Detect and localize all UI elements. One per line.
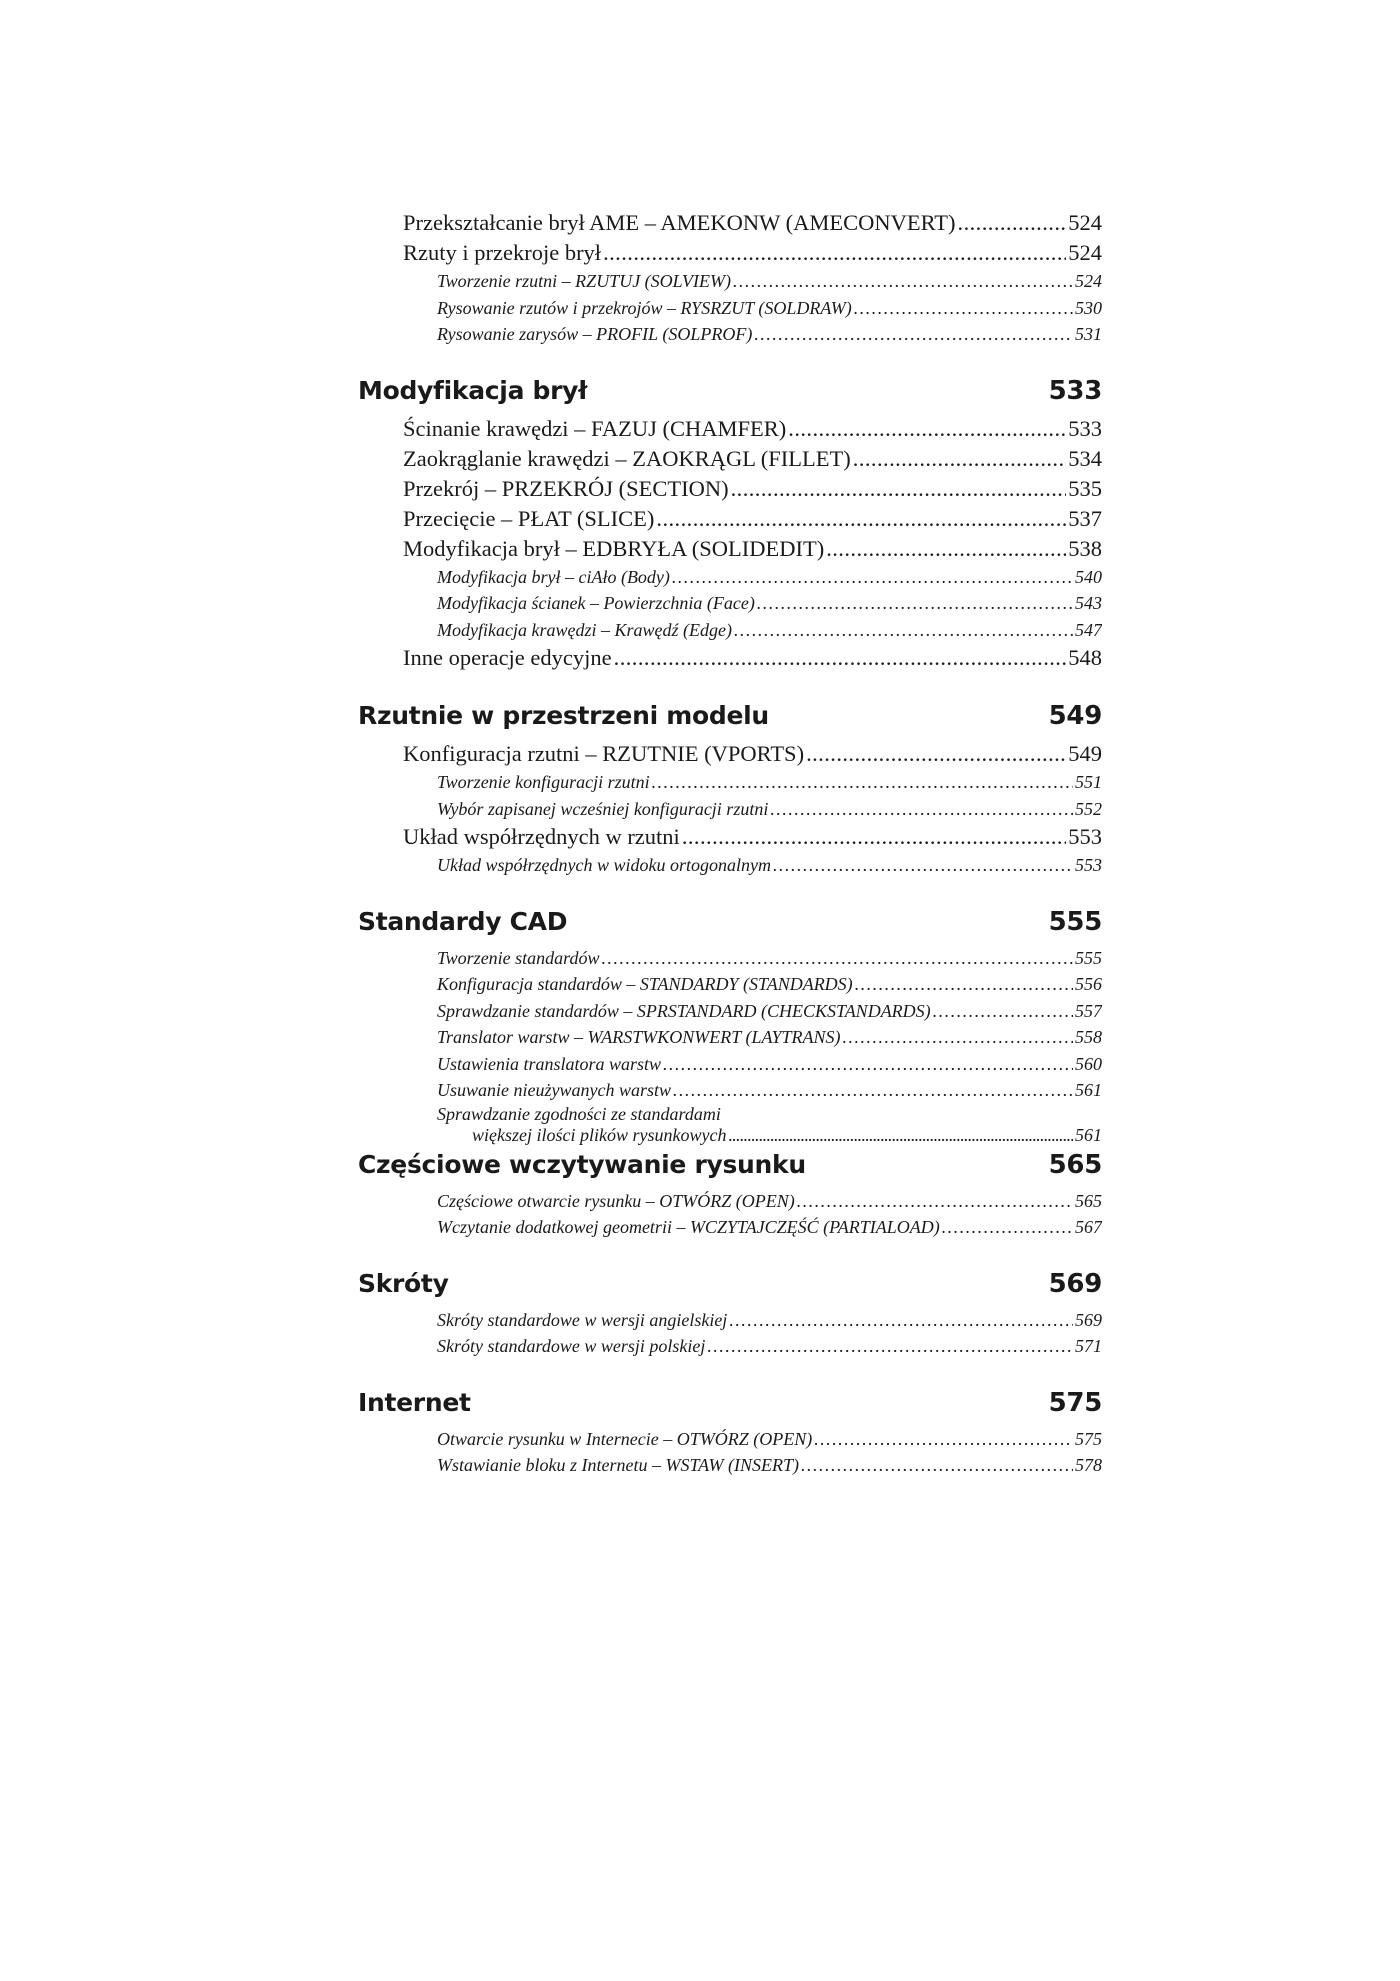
entry-page-number: 569 [1075,1309,1102,1330]
entry-page-number: 556 [1075,974,1102,994]
chapter-page-number: 533 [1048,375,1102,406]
toc-section-entry[interactable] [358,504,1102,534]
dot-leader [801,1452,1073,1479]
toc-subsection-entry[interactable] [358,1452,1102,1479]
entry-page-number: 557 [1075,1000,1102,1021]
entry-page-number: 561 [1075,1080,1102,1100]
entry-title: Przecięcie – PŁAT (SLICE) [403,505,655,531]
toc-chapter-heading[interactable] [358,374,1102,408]
dot-leader [663,1051,1073,1078]
toc-subsection-entry[interactable] [358,1024,1102,1051]
dot-leader [814,1426,1073,1453]
dot-leader [707,1333,1073,1360]
dot-leader [673,1077,1073,1104]
entry-page-number: 552 [1075,798,1102,819]
entry-title: Układ współrzędnych w rzutni [403,824,680,849]
toc-section-entry[interactable] [358,238,1102,268]
entry-title: Skróty standardowe w wersji polskiej [437,1336,706,1356]
entry-page-number: 553 [1068,824,1102,849]
toc-section-entry[interactable] [358,534,1102,564]
dot-leader [806,739,1066,769]
entry-title: Tworzenie konfiguracji rzutni [437,772,650,792]
entry-title: Modyfikacja krawędzi – Krawędź (Edge) [437,619,732,640]
entry-title: Układ współrzędnych w widoku ortogonalnym [437,855,771,875]
dot-leader [682,822,1066,852]
entry-title-continuation: większej ilości plików rysunkowych [472,1124,727,1145]
toc-chapter-heading[interactable] [358,1386,1102,1420]
entry-title: Wstawianie bloku z Internetu – WSTAW (INSERT) [437,1455,799,1475]
toc-subsection-entry[interactable] [358,852,1102,879]
dot-leader [734,617,1073,644]
dot-leader [788,414,1066,444]
entry-page-number: 561 [1075,1124,1102,1145]
entry-page-number: 553 [1075,855,1102,875]
dot-leader [942,1214,1073,1241]
entry-page-number: 524 [1068,240,1102,265]
dot-leader [603,238,1066,268]
toc-subsection-entry[interactable] [358,1307,1102,1334]
dot-leader [843,1024,1074,1051]
toc-subsection-entry[interactable] [358,1051,1102,1078]
toc-section-entry[interactable] [358,822,1102,852]
entry-title: Inne operacje edycyjne [403,645,612,670]
toc-chapter-heading[interactable] [358,1267,1102,1301]
dot-leader [614,643,1067,673]
chapter-page-number: 575 [1048,1387,1102,1418]
toc-subsection-entry[interactable] [358,945,1102,972]
entry-page-number: 558 [1075,1027,1102,1047]
entry-page-number: 547 [1075,619,1102,640]
toc-chapter-heading[interactable] [358,699,1102,733]
dot-leader [855,971,1073,998]
toc-subsection-entry[interactable] [358,1077,1102,1104]
dot-leader [933,998,1073,1025]
entry-title: Tworzenie rzutni – RZUTUJ (SOLVIEW) [437,271,731,291]
entry-page-number: 535 [1068,475,1102,501]
entry-title: Zaokrąglanie krawędzi – ZAOKRĄGL (FILLET) [403,445,851,471]
toc-chapter-heading[interactable] [358,905,1102,939]
entry-title: Modyfikacja brył – EDBRYŁA (SOLIDEDIT) [403,535,825,561]
dot-leader [754,321,1073,348]
chapter-page-number: 569 [1048,1268,1102,1299]
toc-section-entry[interactable] [358,643,1102,673]
entry-title: Modyfikacja brył – ciAło (Body) [437,566,670,587]
dot-leader [773,852,1073,879]
toc-subsection-entry[interactable] [358,1333,1102,1360]
entry-page-number: 524 [1068,210,1102,235]
entry-title: Modyfikacja ścianek – Powierzchnia (Face) [437,593,755,613]
chapter-title: Rzutnie w przestrzeni modelu [358,701,769,730]
entry-page-number: 567 [1075,1217,1102,1237]
toc-subsection-entry[interactable] [358,564,1102,591]
toc-subsection-entry[interactable] [358,769,1102,796]
dot-leader [728,1125,1073,1146]
table-of-contents [358,208,1102,1479]
dot-leader [672,564,1073,591]
toc-subsection-entry[interactable] [358,295,1102,322]
entry-title: Przekrój – PRZEKRÓJ (SECTION) [403,475,729,501]
entry-title: Konfiguracja rzutni – RZUTNIE (VPORTS) [403,741,805,766]
dot-leader [729,1307,1073,1334]
entry-page-number: 549 [1068,741,1102,766]
entry-page-number: 575 [1075,1428,1102,1449]
dot-leader [602,945,1073,972]
dot-leader [854,295,1073,322]
entry-title: Częściowe otwarcie rysunku – OTWÓRZ (OPEN) [437,1190,795,1211]
chapter-title: Internet [358,1387,471,1417]
entry-title: Sprawdzanie standardów – SPRSTANDARD (CHECKSTANDARDS) [437,1000,931,1021]
toc-subsection-entry[interactable] [358,1426,1102,1453]
chapter-title: Standardy CAD [358,906,568,936]
toc-subsection-entry[interactable] [358,617,1102,644]
toc-subsection-entry[interactable] [358,1188,1102,1215]
dot-leader [733,268,1073,295]
toc-subsection-entry[interactable] [358,971,1102,998]
toc-subsection-entry[interactable] [358,998,1102,1025]
chapter-page-number: 549 [1048,701,1102,731]
entry-page-number: 548 [1068,645,1102,670]
toc-section-entry[interactable] [358,208,1102,238]
entry-page-number: 540 [1075,566,1102,587]
entry-page-number: 530 [1075,297,1102,318]
entry-title: Rysowanie zarysów – PROFIL (SOLPROF) [437,324,753,344]
dot-leader [656,504,1066,534]
entry-page-number: 565 [1075,1190,1102,1211]
entry-page-number: 534 [1068,445,1102,471]
toc-subsection-entry[interactable] [358,796,1102,823]
entry-title: Wczytanie dodatkowej geometrii – WCZYTAJCZĘŚĆ (PARTIALOAD) [437,1217,940,1237]
entry-title: Otwarcie rysunku w Internecie – OTWÓRZ (OPEN) [437,1428,813,1449]
chapter-title: Skróty [358,1268,449,1298]
entry-title: Rysowanie rzutów i przekrojów – RYSRZUT (SOLDRAW) [437,297,852,318]
entry-title: Skróty standardowe w wersji angielskiej [437,1309,728,1330]
entry-page-number: 538 [1068,535,1102,561]
entry-page-number: 551 [1075,772,1102,792]
entry-title: Przekształcanie brył AME – AMEKONW (AMECONVERT) [403,210,956,235]
toc-chapter-heading[interactable] [358,1148,1102,1182]
entry-page-number: 560 [1075,1053,1102,1074]
entry-page-number: 555 [1075,947,1102,968]
entry-page-number: 543 [1075,593,1102,613]
dot-leader [797,1188,1073,1215]
toc-subsection-entry[interactable] [358,321,1102,348]
toc-subsection-entry[interactable] [358,590,1102,617]
entry-title: Tworzenie standardów [437,947,600,968]
toc-subsection-entry[interactable] [358,1214,1102,1241]
chapter-title: Częściowe wczytywanie rysunku [358,1149,806,1179]
toc-section-entry[interactable] [358,444,1102,474]
chapter-page-number: 565 [1048,1149,1102,1180]
toc-subsection-entry[interactable] [358,268,1102,295]
dot-leader [853,444,1066,474]
toc-section-entry[interactable] [358,474,1102,504]
entry-title-line2 [437,1125,1102,1146]
entry-page-number: 571 [1075,1336,1102,1356]
entry-page-number: 524 [1075,271,1102,291]
entry-page-number: 533 [1068,415,1102,441]
chapter-title: Modyfikacja brył [358,375,588,405]
dot-leader [770,796,1073,823]
dot-leader [958,208,1067,238]
entry-title: Konfiguracja standardów – STANDARDY (STANDARDS) [437,974,853,994]
entry-title: Ścinanie krawędzi – FAZUJ (CHAMFER) [403,415,787,441]
toc-subsection-entry[interactable] [358,1104,1102,1146]
dot-leader [731,474,1067,504]
dot-leader [826,534,1066,564]
chapter-page-number: 555 [1048,906,1102,937]
entry-title: Translator warstw – WARSTWKONWERT (LAYTRANS) [437,1027,841,1047]
toc-section-entry[interactable] [358,414,1102,444]
entry-page-number: 578 [1075,1455,1102,1475]
entry-page-number: 537 [1068,505,1102,531]
dot-leader [652,769,1073,796]
entry-title: Wybór zapisanej wcześniej konfiguracji rzutni [437,798,769,819]
dot-leader [757,590,1073,617]
toc-section-entry[interactable] [358,739,1102,769]
entry-title: Rzuty i przekroje brył [403,240,602,265]
entry-title: Ustawienia translatora warstw [437,1053,662,1074]
entry-title: Usuwanie nieużywanych warstw [437,1080,671,1100]
entry-title-line1: Sprawdzanie zgodności ze standardami [437,1103,721,1124]
entry-page-number: 531 [1075,324,1102,344]
